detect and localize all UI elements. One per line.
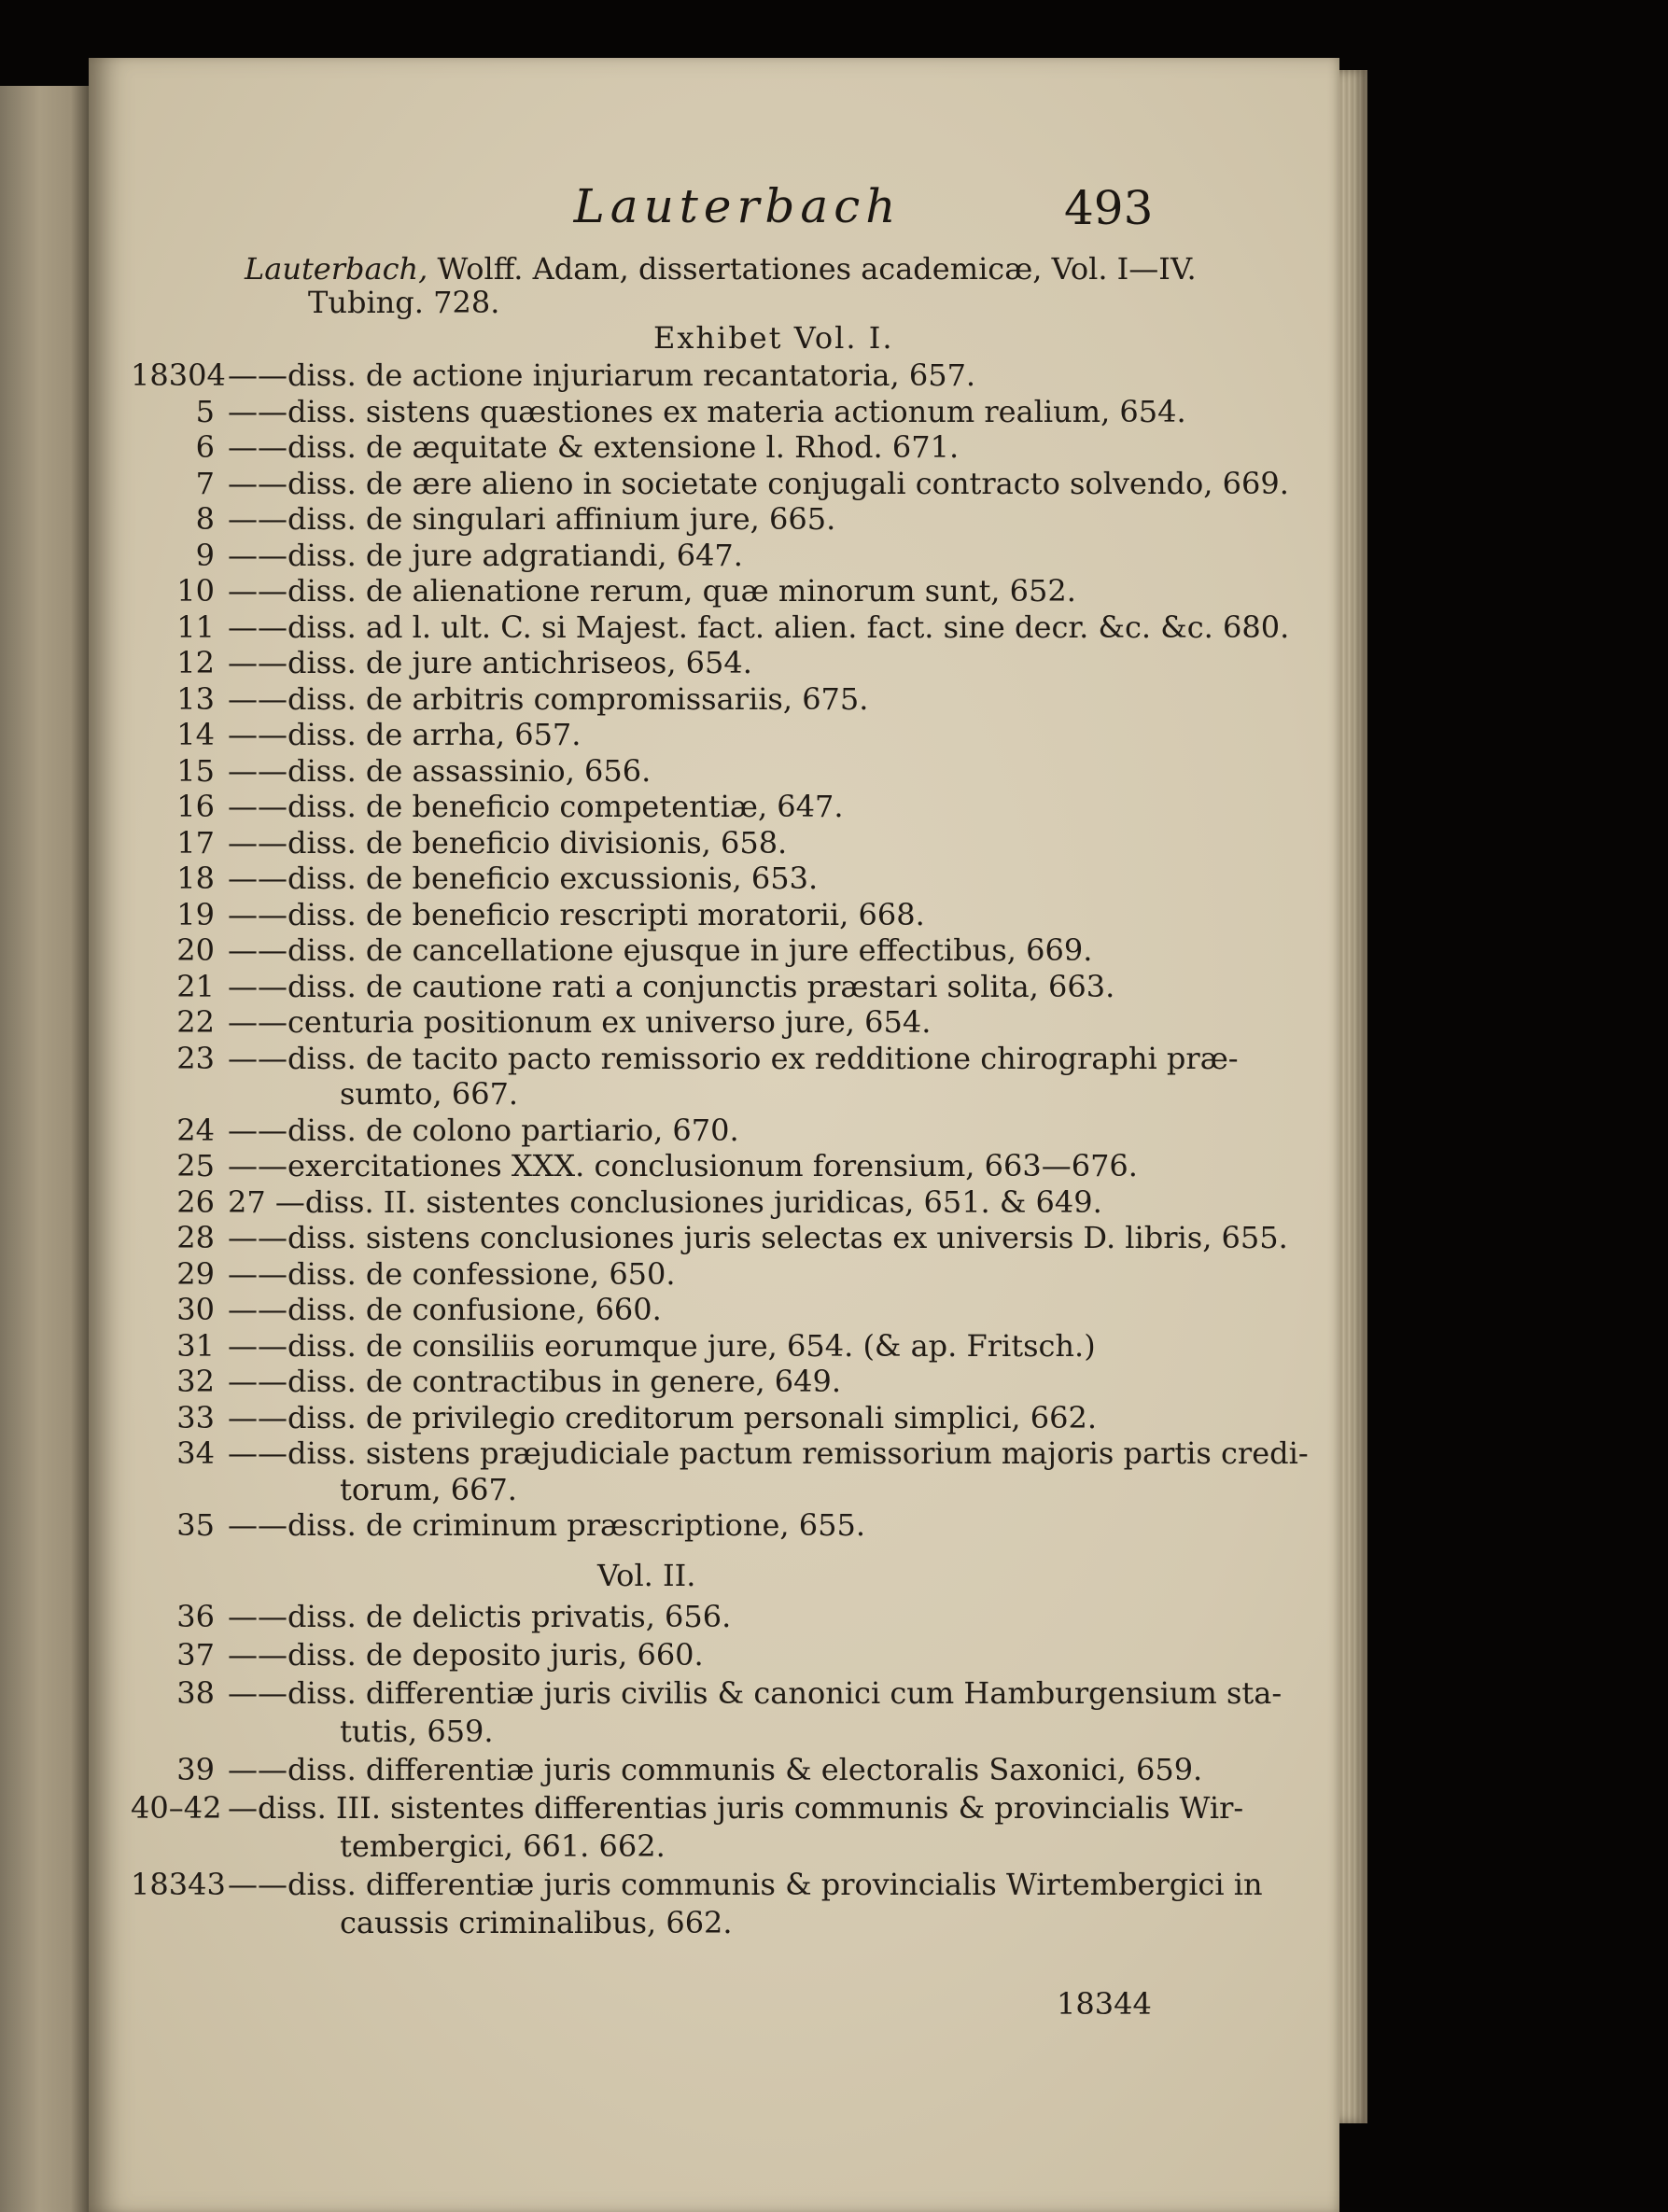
entry-number: 8 <box>195 501 215 537</box>
entry-number: 17 <box>176 824 215 861</box>
entry-text: tembergici, 661. 662. <box>340 1828 666 1864</box>
volume-heading-2: Vol. II. <box>597 1558 696 1593</box>
entry-line <box>131 896 925 933</box>
entry-line <box>131 1399 1097 1436</box>
entry-text: ——diss. de arrha, 657. <box>228 717 582 752</box>
entry-line <box>131 1291 662 1328</box>
entry-number: 12 <box>176 645 215 680</box>
entry-line <box>131 931 1092 969</box>
entry-number: 31 <box>176 1327 215 1364</box>
entry-text: sumto, 667. <box>340 1076 519 1112</box>
entry-line <box>131 465 1289 502</box>
entry-text: ——diss. de beneficio competentiæ, 647. <box>228 789 844 824</box>
entry-number: 25 <box>176 1148 215 1183</box>
entry-number: 36 <box>176 1599 215 1634</box>
entry-line <box>340 1713 494 1750</box>
intro-rest: Wolff. Adam, dissertationes academicæ, Vol. I—IV. <box>437 251 1197 287</box>
entry-line <box>131 1751 1202 1788</box>
intro-line-2: Tubing. 728. <box>308 285 500 320</box>
entry-number: 7 <box>195 465 215 501</box>
entry-text: ——diss. de tacito pacto remissorio ex redditione chirographi præ- <box>228 1040 1239 1076</box>
author-name: Lauterbach, <box>245 251 428 287</box>
entry-line <box>131 1219 1288 1256</box>
entry-text: ——diss. de criminum præscriptione, 655. <box>228 1507 865 1543</box>
entry-number: 33 <box>176 1399 215 1435</box>
entry-text: ——diss. sistens quæstiones ex materia actionum realium, 654. <box>228 393 1186 429</box>
entry-line <box>131 752 651 790</box>
entry-line <box>340 1827 666 1865</box>
entry-line <box>131 1598 731 1635</box>
entry-line <box>131 357 975 394</box>
entry-line <box>131 824 787 861</box>
entry-text: tutis, 659. <box>340 1714 494 1749</box>
entry-text: ——diss. sistens præjudiciale pactum remissorium majoris partis credi- <box>228 1435 1309 1471</box>
entry-text: —diss. III. sistentes differentias juris communis & provincialis Wir- <box>228 1790 1244 1826</box>
entry-number: 16 <box>176 789 215 824</box>
entry-line <box>131 1636 704 1673</box>
entry-line <box>131 500 835 538</box>
entry-number: 18 <box>176 861 215 896</box>
entry-number: 15 <box>176 752 215 789</box>
entry-text: ——diss. de confessione, 650. <box>228 1255 676 1292</box>
entry-number: 18304 <box>131 357 226 393</box>
entry-line <box>131 788 844 825</box>
entry-number: 30 <box>176 1292 215 1327</box>
entry-text: ——diss. de colono partiario, 670. <box>228 1112 739 1148</box>
entry-line <box>131 968 1114 1005</box>
entry-text: ——diss. de beneficio divisionis, 658. <box>228 824 788 861</box>
entry-line <box>131 680 868 718</box>
entry-line <box>131 716 581 753</box>
entry-text: ——diss. de privilegio creditorum personali simplici, 662. <box>228 1399 1098 1435</box>
entry-number: 10 <box>176 573 215 609</box>
entry-text: ——diss. differentiæ juris communis & electoralis Saxonici, 659. <box>228 1752 1203 1787</box>
entry-line <box>131 1363 841 1400</box>
entry-line <box>131 609 1289 646</box>
entry-line <box>131 1506 865 1544</box>
entry-text: ——diss. differentiæ juris civilis & canonici cum Hamburgensium sta- <box>228 1675 1283 1711</box>
entry-number: 24 <box>176 1112 215 1148</box>
entry-number: 39 <box>176 1752 215 1787</box>
entry-line <box>340 1471 517 1508</box>
page-number: 493 <box>1064 181 1154 235</box>
entry-text: ——diss. de singulari affinium jure, 665. <box>228 501 836 537</box>
entry-text: ——diss. de cautione rati a conjunctis præstari solita, 663. <box>228 968 1115 1004</box>
entry-text: ——diss. de cancellatione ejusque in jure effectibus, 669. <box>228 932 1093 968</box>
entry-line <box>131 1147 1138 1184</box>
entry-number: 20 <box>176 932 215 968</box>
entry-text: ——diss. de actione injuriarum recantatoria, 657. <box>228 357 976 393</box>
entry-number: 22 <box>176 1004 215 1040</box>
entry-number: 5 <box>195 393 215 429</box>
entry-text: ——centuria positionum ex universo jure, 654. <box>228 1004 932 1040</box>
entry-number: 14 <box>176 717 215 752</box>
entry-line <box>131 1040 1239 1077</box>
entry-text: ——diss. de alienatione rerum, quæ minorum sunt, 652. <box>228 573 1076 609</box>
entry-line <box>131 393 1186 430</box>
entry-line <box>131 1112 739 1149</box>
entry-text: ——diss. de assassinio, 656. <box>228 752 652 789</box>
entry-number: 19 <box>176 896 215 932</box>
entry-text: ——diss. de beneficio rescripti moratorii, 668. <box>228 896 925 932</box>
entry-line <box>131 644 752 681</box>
entry-line <box>131 860 818 897</box>
volume-heading: Exhibet Vol. I. <box>653 320 894 356</box>
catchword: 18344 <box>1057 1986 1152 2022</box>
entry-text: ——diss. de consiliis eorumque jure, 654. (& ap. Fritsch.) <box>228 1327 1096 1364</box>
entry-text: caussis criminalibus, 662. <box>340 1905 733 1940</box>
entry-line <box>131 1789 1243 1827</box>
entry-text: ——diss. de æquitate & extensione l. Rhod. 671. <box>228 429 960 465</box>
entry-text: ——exercitationes XXX. conclusionum forensium, 663—676. <box>228 1148 1138 1183</box>
entry-text: torum, 667. <box>340 1471 517 1507</box>
entry-line <box>131 1327 1096 1365</box>
entry-text: ——diss. de contractibus in genere, 649. <box>228 1364 842 1399</box>
entry-number: 13 <box>176 680 215 717</box>
entry-number: 18343 <box>131 1867 226 1902</box>
entry-line <box>131 1435 1309 1472</box>
entry-number: 21 <box>176 968 215 1004</box>
entry-text: ——diss. de beneficio excussionis, 653. <box>228 861 819 896</box>
entry-line <box>131 1674 1282 1712</box>
entry-number: 9 <box>195 537 215 573</box>
entry-number: 29 <box>176 1255 215 1292</box>
entry-number: 40–42 <box>131 1790 222 1826</box>
entry-text: ——diss. de jure antichriseos, 654. <box>228 645 752 680</box>
entry-line <box>131 537 743 574</box>
entry-text: ——diss. de ære alieno in societate conjugali contracto solvendo, 669. <box>228 465 1289 501</box>
entry-line <box>131 1183 1102 1221</box>
entry-number: 32 <box>176 1364 215 1399</box>
entry-number: 6 <box>195 429 215 465</box>
entry-line <box>131 1003 931 1041</box>
entry-text: ——diss. de confusione, 660. <box>228 1292 662 1327</box>
entry-text: ——diss. de arbitris compromissariis, 675. <box>228 680 869 717</box>
entry-text: ——diss. de deposito juris, 660. <box>228 1637 704 1673</box>
entry-number: 38 <box>176 1675 215 1711</box>
entry-number: 23 <box>176 1040 215 1076</box>
entry-number: 35 <box>176 1507 215 1543</box>
entry-number: 37 <box>176 1637 215 1673</box>
entry-text: 27 —diss. II. sistentes conclusiones juridicas, 651. & 649. <box>228 1183 1102 1220</box>
running-head: Lauterbach <box>573 179 902 233</box>
entry-line <box>131 1866 1263 1903</box>
entry-text: ——diss. sistens conclusiones juris selectas ex universis D. libris, 655. <box>228 1220 1288 1255</box>
entry-number: 26 <box>176 1183 215 1220</box>
entry-text: ——diss. differentiæ juris communis & provincialis Wirtembergici in <box>228 1867 1263 1902</box>
entry-text: ——diss. ad l. ult. C. si Majest. fact. alien. fact. sine decr. &c. &c. 680. <box>228 609 1290 645</box>
entry-text: ——diss. de delictis privatis, 656. <box>228 1599 732 1634</box>
entry-text: ——diss. de jure adgratiandi, 647. <box>228 537 743 573</box>
entry-line <box>131 428 959 466</box>
intro-line-1 <box>245 250 1197 287</box>
entry-number: 34 <box>176 1435 215 1471</box>
entry-line <box>131 572 1076 609</box>
entry-number: 11 <box>176 609 215 645</box>
entry-number: 28 <box>176 1220 215 1255</box>
entry-line <box>340 1904 733 1941</box>
entry-line <box>131 1255 676 1293</box>
entry-line <box>340 1075 518 1113</box>
